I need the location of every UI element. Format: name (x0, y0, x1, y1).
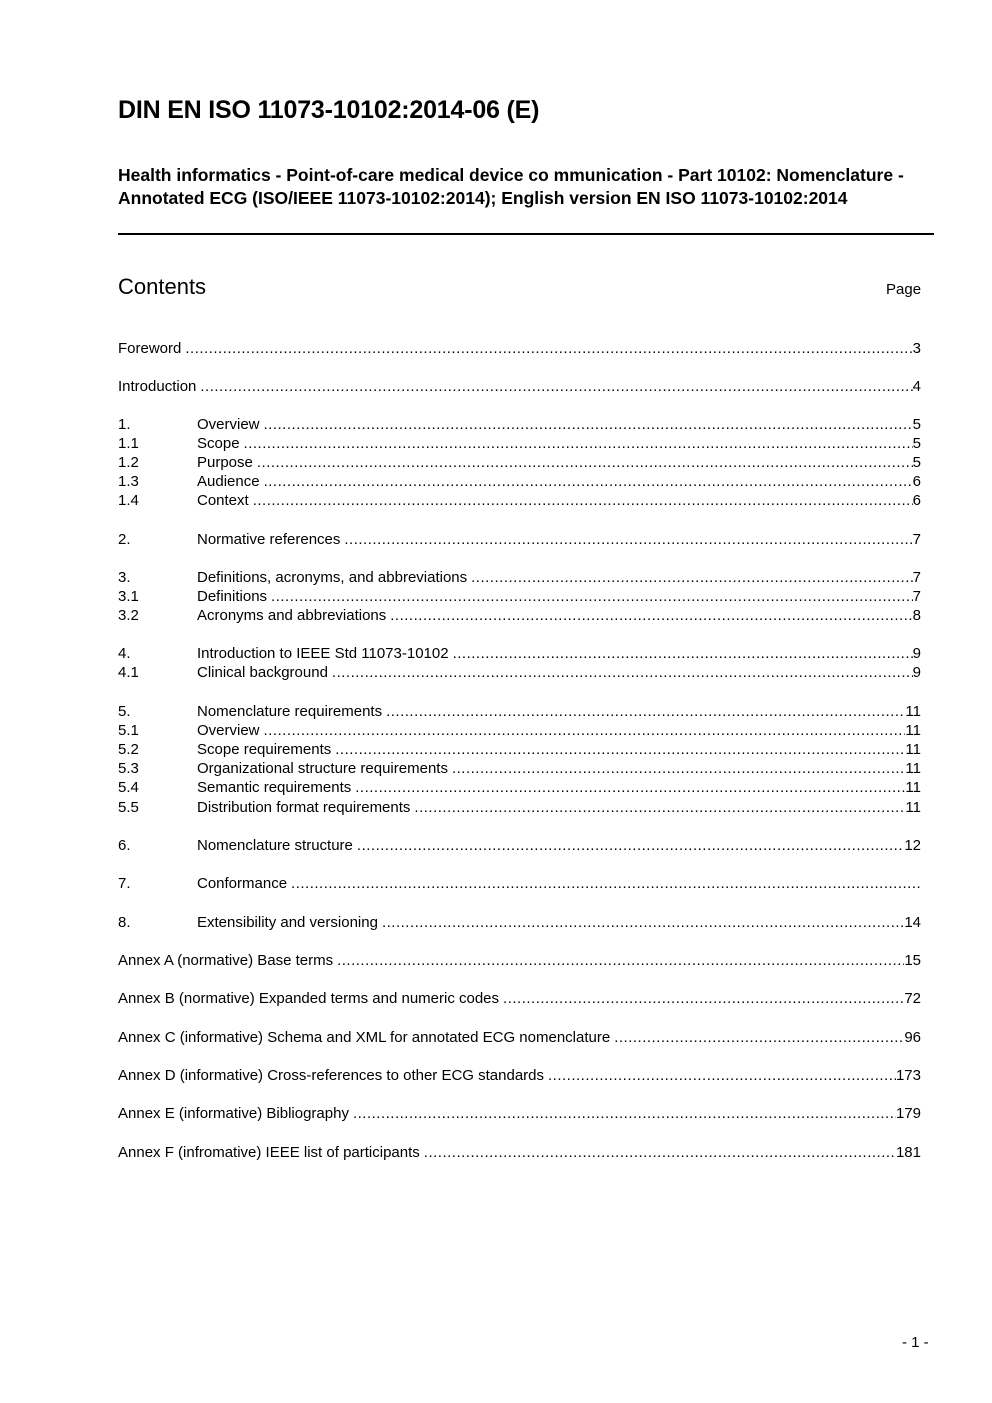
toc-entry[interactable] (118, 759, 921, 778)
toc-entry-title: Distribution format requirements (197, 799, 411, 816)
toc-entry[interactable] (118, 740, 921, 759)
toc-entry-page: 3 (912, 340, 921, 357)
toc-entry[interactable] (118, 778, 921, 797)
toc-entry[interactable] (118, 339, 921, 358)
toc-entry-title: Overview (197, 416, 260, 433)
toc-entry-page: 5 (912, 435, 921, 452)
toc-entry-page: 6 (912, 473, 921, 490)
toc-entry-page: 11 (905, 741, 921, 758)
toc-entry-page: 96 (904, 1029, 921, 1046)
toc-dot-leader (264, 721, 906, 740)
toc-dot-leader (548, 1066, 896, 1085)
toc-entry[interactable] (118, 434, 921, 453)
toc-entry-page: 15 (904, 952, 921, 969)
toc-entry-title: Foreword (118, 340, 182, 357)
toc-entry-page: 9 (912, 664, 921, 681)
toc-dot-leader (264, 472, 913, 491)
toc-entry[interactable] (118, 530, 921, 549)
contents-heading: Contents (118, 274, 207, 299)
toc-dot-leader (332, 663, 913, 682)
toc-entry-number: 5.3 (118, 760, 139, 777)
toc-entry-number: 5.2 (118, 741, 139, 758)
page-column-label: Page (886, 281, 922, 298)
toc-dot-leader (382, 913, 904, 932)
toc-entry-number: 5. (118, 703, 131, 720)
toc-entry[interactable] (118, 663, 921, 682)
toc-entry-page: 5 (912, 416, 921, 433)
toc-dot-leader (357, 836, 904, 855)
toc-entry[interactable] (118, 798, 921, 817)
toc-entry-page: 11 (905, 760, 921, 777)
toc-entry-number: 6. (118, 837, 131, 854)
toc-entry-title: Purpose (197, 454, 253, 471)
toc-entry-number: 1.1 (118, 435, 139, 452)
toc-entry-title: Semantic requirements (197, 779, 352, 796)
toc-entry-title: Audience (197, 473, 260, 490)
toc-entry[interactable] (118, 453, 921, 472)
toc-entry-title: Clinical background (197, 664, 328, 681)
toc-entry-page: 181 (895, 1144, 921, 1161)
toc-entry-page: 11 (905, 722, 921, 739)
toc-entry-number: 4.1 (118, 664, 139, 681)
toc-dot-leader (503, 989, 904, 1008)
toc-entry-number: 5.1 (118, 722, 139, 739)
toc-entry-title: Annex F (infromative) IEEE list of participants (118, 1144, 420, 1161)
toc-entry[interactable] (118, 1028, 921, 1047)
toc-entry[interactable] (118, 1066, 921, 1085)
document-title: DIN EN ISO 11073-10102:2014-06 (E) (118, 96, 540, 124)
toc-entry[interactable] (118, 415, 921, 434)
toc-entry-title: Nomenclature requirements (197, 703, 383, 720)
toc-entry-title: Normative references (197, 531, 341, 548)
toc-entry-number: 4. (118, 645, 131, 662)
toc-dot-leader (353, 1104, 896, 1123)
toc-entry-page: 12 (904, 837, 921, 854)
toc-entry-number: 2. (118, 531, 131, 548)
toc-entry-page: 179 (895, 1105, 921, 1122)
toc-dot-leader (185, 339, 912, 358)
toc-dot-leader (200, 377, 912, 396)
toc-dot-leader (355, 778, 905, 797)
toc-entry[interactable] (118, 1143, 921, 1162)
toc-entry[interactable] (118, 377, 921, 396)
toc-entry-title: Organizational structure requirements (197, 760, 448, 777)
toc-entry-title: Annex E (informative) Bibliography (118, 1105, 349, 1122)
toc-entry-page: 72 (904, 990, 921, 1007)
toc-dot-leader (264, 415, 913, 434)
toc-entry-page: 5 (912, 454, 921, 471)
toc-entry-number: 3.1 (118, 588, 139, 605)
toc-entry-title: Annex D (informative) Cross-references to other ECG standards (118, 1067, 544, 1084)
toc-entry[interactable] (118, 587, 921, 606)
toc-dot-leader (386, 702, 905, 721)
toc-entry-number: 3. (118, 569, 131, 586)
toc-entry-page: 8 (912, 607, 921, 624)
toc-entry[interactable] (118, 702, 921, 721)
toc-entry-title: Context (197, 492, 249, 509)
toc-entry-title: Annex C (informative) Schema and XML for annotated ECG nomenclature (118, 1029, 611, 1046)
toc-entry-page: 173 (895, 1067, 921, 1084)
toc-entry-title: Scope (197, 435, 240, 452)
toc-dot-leader (452, 759, 905, 778)
toc-entry[interactable] (118, 874, 921, 893)
toc-dot-leader (271, 587, 913, 606)
toc-dot-leader (257, 453, 913, 472)
toc-entry[interactable] (118, 472, 921, 491)
toc-dot-leader (335, 740, 905, 759)
toc-dot-leader (291, 874, 921, 893)
toc-entry[interactable] (118, 491, 921, 510)
toc-entry-page: 7 (912, 588, 921, 605)
toc-entry-number: 3.2 (118, 607, 139, 624)
toc-dot-leader (253, 491, 913, 510)
toc-entry-page: 11 (905, 779, 921, 796)
toc-entry-title: Overview (197, 722, 260, 739)
toc-dot-leader (424, 1143, 896, 1162)
toc-entry-title: Nomenclature structure (197, 837, 353, 854)
toc-entry-title: Extensibility and versioning (197, 914, 378, 931)
toc-entry[interactable] (118, 1104, 921, 1123)
toc-entry-page: 9 (912, 645, 921, 662)
toc-dot-leader (244, 434, 913, 453)
toc-entry-title: Introduction (118, 378, 197, 395)
toc-dot-leader (414, 798, 905, 817)
page-number: - 1 - (902, 1334, 929, 1351)
toc-entry[interactable] (118, 836, 921, 855)
toc-entry-page: 11 (905, 799, 921, 816)
toc-entry-number: 5.5 (118, 799, 139, 816)
toc-entry-number: 1.2 (118, 454, 139, 471)
toc-entry-number: 1.3 (118, 473, 139, 490)
toc-entry-page: 4 (912, 378, 921, 395)
toc-entry-number: 1.4 (118, 492, 139, 509)
toc-entry-page: 7 (912, 569, 921, 586)
toc-entry-number: 7. (118, 875, 131, 892)
toc-entry-page: 6 (912, 492, 921, 509)
toc-entry-title: Definitions (197, 588, 268, 605)
toc-entry-title: Scope requirements (197, 741, 332, 758)
toc-entry-number: 1. (118, 416, 131, 433)
toc-entry-page: 14 (904, 914, 921, 931)
toc-entry-page: 7 (912, 531, 921, 548)
toc-entry-title: Definitions, acronyms, and abbreviations (197, 569, 468, 586)
toc-entry-title: Annex B (normative) Expanded terms and numeric codes (118, 990, 500, 1007)
toc-dot-leader (337, 951, 904, 970)
toc-entry[interactable] (118, 644, 921, 663)
toc-dot-leader (344, 530, 912, 549)
toc-entry[interactable] (118, 989, 921, 1008)
toc-dot-leader (471, 568, 913, 587)
toc-entry-title: Introduction to IEEE Std 11073-10102 (197, 645, 449, 662)
toc-dot-leader (614, 1028, 904, 1047)
toc-dot-leader (453, 644, 913, 663)
toc-entry-page: 11 (905, 703, 921, 720)
toc-entry-title: Acronyms and abbreviations (197, 607, 387, 624)
toc-dot-leader (390, 606, 912, 625)
title-divider (118, 233, 934, 235)
toc-entry[interactable] (118, 606, 921, 625)
toc-entry-title: Conformance (197, 875, 288, 892)
toc-entry-number: 5.4 (118, 779, 139, 796)
toc-entry-number: 8. (118, 914, 131, 931)
toc-entry-title: Annex A (normative) Base terms (118, 952, 334, 969)
toc-entry[interactable] (118, 913, 921, 932)
toc-entry[interactable] (118, 951, 921, 970)
toc-entry[interactable] (118, 721, 921, 740)
toc-entry[interactable] (118, 568, 921, 587)
document-subtitle: Health informatics - Point-of-care medical device co mmunication - Part 10102: Nomenclature - Annotated ECG (ISO/IEEE 11073-10102:2014); English version EN ISO 11073-10102:2014 (118, 165, 904, 208)
